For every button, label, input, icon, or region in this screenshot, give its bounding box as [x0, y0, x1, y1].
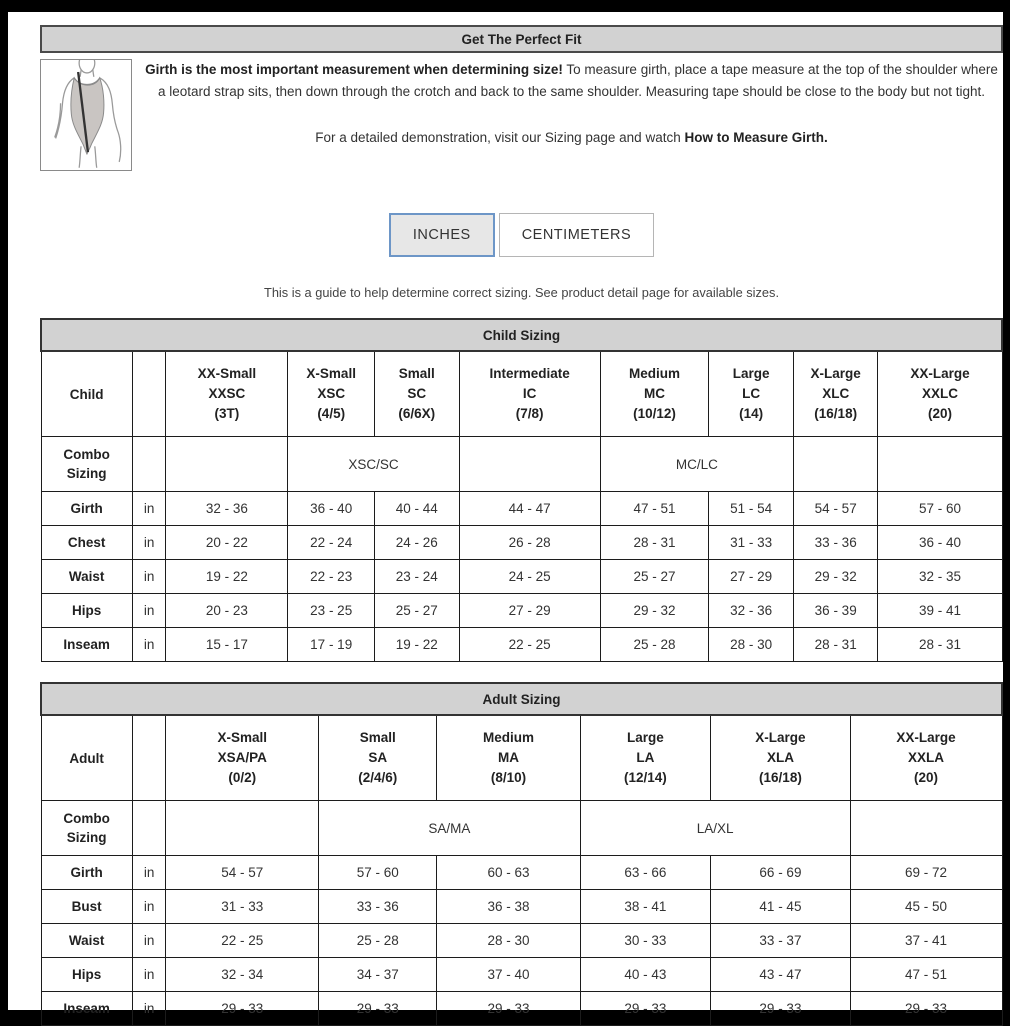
table-cell: 63 - 66 — [580, 856, 711, 890]
table-cell: 28 - 30 — [709, 628, 794, 662]
col-code: XXLC — [921, 386, 958, 401]
table-cell: 20 - 23 — [166, 594, 288, 628]
col-sizes: (10/12) — [633, 406, 676, 421]
col-sizes: (20) — [927, 406, 952, 421]
empty-cell — [132, 437, 166, 492]
table-cell: 22 - 23 — [288, 560, 374, 594]
intro-text — [140, 59, 1003, 171]
table-cell: 43 - 47 — [711, 958, 850, 992]
col-code: IC — [522, 386, 537, 401]
table-cell: 27 - 29 — [709, 560, 794, 594]
col-name: Medium — [629, 366, 681, 381]
table-cell: 36 - 38 — [437, 890, 580, 924]
inches-button[interactable]: INCHES — [389, 213, 495, 257]
table-cell: 20 - 22 — [166, 526, 288, 560]
adult-col-ma — [437, 715, 580, 801]
col-name: Large — [732, 366, 770, 381]
table-cell: 32 - 35 — [878, 560, 1002, 594]
demo-line-text: For a detailed demonstration, visit our Sizing page and watch — [315, 130, 685, 145]
adult-header-row — [41, 715, 1002, 801]
table-cell: 15 - 17 — [166, 628, 288, 662]
adult-bust-row — [41, 890, 1002, 924]
table-cell: 36 - 40 — [288, 492, 374, 526]
row-label: Hips — [41, 594, 132, 628]
table-cell: 32 - 36 — [709, 594, 794, 628]
table-cell: 19 - 22 — [166, 560, 288, 594]
girth-explanation — [144, 59, 999, 103]
col-name: Small — [398, 366, 435, 381]
col-code: XXSC — [208, 386, 246, 401]
table-cell: 19 - 22 — [374, 628, 459, 662]
table-cell: 23 - 24 — [374, 560, 459, 594]
table-cell: 24 - 26 — [374, 526, 459, 560]
row-label: Inseam — [41, 992, 132, 1026]
adult-col-la — [580, 715, 711, 801]
table-cell: 57 - 60 — [319, 856, 437, 890]
empty-cell — [793, 437, 878, 492]
col-name: XX-Large — [896, 730, 956, 745]
table-cell: 40 - 44 — [374, 492, 459, 526]
table-cell: 22 - 25 — [459, 628, 600, 662]
child-sizing-table — [40, 318, 1003, 662]
child-chest-row — [41, 526, 1002, 560]
table-cell: 29 - 33 — [711, 992, 850, 1026]
table-cell: 54 - 57 — [793, 492, 878, 526]
row-label: Girth — [41, 492, 132, 526]
table-cell: 41 - 45 — [711, 890, 850, 924]
table-cell: 30 - 33 — [580, 924, 711, 958]
child-hips-row — [41, 594, 1002, 628]
adult-table-title: Adult Sizing — [41, 683, 1002, 715]
child-col-xxsc — [166, 351, 288, 437]
table-cell: 25 - 27 — [600, 560, 709, 594]
table-cell: 29 - 32 — [793, 560, 878, 594]
table-cell: 36 - 39 — [793, 594, 878, 628]
adult-hips-row — [41, 958, 1002, 992]
col-name: XX-Small — [197, 366, 257, 381]
col-name: Large — [627, 730, 664, 745]
table-cell: 36 - 40 — [878, 526, 1002, 560]
col-code: SC — [407, 386, 427, 401]
table-cell: 69 - 72 — [850, 856, 1002, 890]
table-cell: 38 - 41 — [580, 890, 711, 924]
row-label: Waist — [41, 924, 132, 958]
combo-sizing-label: Combo Sizing — [41, 801, 132, 856]
table-cell: 45 - 50 — [850, 890, 1002, 924]
page — [8, 12, 1003, 1016]
child-table-title-row — [41, 319, 1002, 351]
table-cell: 34 - 37 — [319, 958, 437, 992]
col-name: X-Large — [810, 366, 861, 381]
table-cell: 33 - 36 — [319, 890, 437, 924]
table-cell: 29 - 33 — [319, 992, 437, 1026]
col-sizes: (16/18) — [759, 770, 802, 785]
adult-inseam-row — [41, 992, 1002, 1026]
col-name: X-Small — [306, 366, 356, 381]
child-combo-mc-lc: MC/LC — [600, 437, 793, 492]
child-combo-row — [41, 437, 1002, 492]
child-col-xxlc — [878, 351, 1002, 437]
table-cell: 32 - 34 — [166, 958, 319, 992]
unit-cell: in — [132, 628, 166, 662]
col-code: SA — [368, 750, 388, 765]
girth-explanation-rest: To measure girth, place a tape measure at the top of the shoulder where a leotard strap sits, then down through the crotch and back to the same shoulder. Measuring tape should be close to the body but not tight. — [157, 62, 998, 99]
adult-col-xla — [711, 715, 850, 801]
adult-col-xxla — [850, 715, 1002, 801]
child-waist-row — [41, 560, 1002, 594]
adult-girth-row — [41, 856, 1002, 890]
row-label: Bust — [41, 890, 132, 924]
col-code: MC — [644, 386, 666, 401]
col-code: XLA — [766, 750, 794, 765]
col-sizes: (8/10) — [490, 770, 527, 785]
col-code: XLC — [822, 386, 850, 401]
empty-cell — [459, 437, 600, 492]
table-cell: 39 - 41 — [878, 594, 1002, 628]
empty-cell — [850, 801, 1002, 856]
col-code: LA — [636, 750, 655, 765]
demo-line — [144, 127, 999, 149]
unit-cell: in — [132, 492, 166, 526]
leotard-girth-diagram-icon — [40, 59, 132, 171]
combo-sizing-label: Combo Sizing — [41, 437, 132, 492]
empty-cell — [878, 437, 1002, 492]
row-label: Waist — [41, 560, 132, 594]
table-cell: 57 - 60 — [878, 492, 1002, 526]
unit-cell: in — [132, 594, 166, 628]
table-cell: 32 - 36 — [166, 492, 288, 526]
centimeters-button[interactable]: CENTIMETERS — [499, 213, 654, 257]
table-cell: 37 - 41 — [850, 924, 1002, 958]
col-sizes: (12/14) — [624, 770, 667, 785]
guide-note: This is a guide to help determine correct sizing. See product detail page for available sizes. — [264, 285, 779, 300]
unit-header-cell — [132, 351, 166, 437]
table-cell: 28 - 31 — [793, 628, 878, 662]
adult-corner-label: Adult — [41, 715, 132, 801]
table-cell: 31 - 33 — [166, 890, 319, 924]
adult-sizing-table — [40, 682, 1003, 1026]
table-cell: 44 - 47 — [459, 492, 600, 526]
child-inseam-row — [41, 628, 1002, 662]
row-label: Chest — [41, 526, 132, 560]
adult-table-title-row — [41, 683, 1002, 715]
col-sizes: (7/8) — [515, 406, 544, 421]
table-cell: 26 - 28 — [459, 526, 600, 560]
child-girth-row — [41, 492, 1002, 526]
col-name: Intermediate — [489, 366, 570, 381]
table-cell: 31 - 33 — [709, 526, 794, 560]
table-cell: 29 - 33 — [166, 992, 319, 1026]
adult-combo-sa-ma: SA/MA — [319, 801, 580, 856]
child-combo-xsc-sc: XSC/SC — [288, 437, 459, 492]
col-name: XX-Large — [910, 366, 970, 381]
table-cell: 27 - 29 — [459, 594, 600, 628]
empty-cell — [132, 801, 166, 856]
unit-toggle — [40, 213, 1003, 257]
unit-header-cell — [132, 715, 166, 801]
table-cell: 54 - 57 — [166, 856, 319, 890]
child-col-ic — [459, 351, 600, 437]
col-sizes: (3T) — [214, 406, 240, 421]
unit-cell: in — [132, 560, 166, 594]
table-cell: 47 - 51 — [600, 492, 709, 526]
table-cell: 17 - 19 — [288, 628, 374, 662]
table-cell: 28 - 31 — [878, 628, 1002, 662]
unit-cell: in — [132, 526, 166, 560]
col-sizes: (4/5) — [317, 406, 346, 421]
page-title — [40, 25, 1003, 53]
table-cell: 23 - 25 — [288, 594, 374, 628]
table-cell: 33 - 36 — [793, 526, 878, 560]
table-cell: 22 - 25 — [166, 924, 319, 958]
empty-cell — [166, 437, 288, 492]
table-cell: 51 - 54 — [709, 492, 794, 526]
table-cell: 28 - 30 — [437, 924, 580, 958]
intro-section — [40, 59, 1003, 171]
child-table-title: Child Sizing — [41, 319, 1002, 351]
table-cell: 29 - 33 — [850, 992, 1002, 1026]
unit-cell: in — [132, 992, 166, 1026]
row-label: Girth — [41, 856, 132, 890]
col-name: Medium — [482, 730, 534, 745]
adult-sizing-section — [40, 682, 1003, 1026]
leotard-figure-icon — [41, 60, 129, 168]
table-cell: 28 - 31 — [600, 526, 709, 560]
table-cell: 29 - 33 — [437, 992, 580, 1026]
col-sizes: (2/4/6) — [358, 770, 398, 785]
unit-cell: in — [132, 958, 166, 992]
adult-col-sa — [319, 715, 437, 801]
col-sizes: (6/6X) — [398, 406, 436, 421]
child-corner-label: Child — [41, 351, 132, 437]
unit-cell: in — [132, 890, 166, 924]
table-cell: 29 - 33 — [580, 992, 711, 1026]
col-name: X-Large — [755, 730, 806, 745]
adult-combo-row — [41, 801, 1002, 856]
girth-explanation-bold: Girth is the most important measurement when determining size! — [145, 62, 563, 77]
table-cell: 33 - 37 — [711, 924, 850, 958]
page-title-text: Get The Perfect Fit — [461, 31, 582, 47]
table-cell: 24 - 25 — [459, 560, 600, 594]
table-cell: 40 - 43 — [580, 958, 711, 992]
table-cell: 60 - 63 — [437, 856, 580, 890]
col-sizes: (20) — [914, 770, 939, 785]
col-code: LC — [742, 386, 761, 401]
adult-waist-row — [41, 924, 1002, 958]
col-sizes: (16/18) — [814, 406, 858, 421]
child-col-xlc — [793, 351, 878, 437]
unit-cell: in — [132, 924, 166, 958]
table-cell: 25 - 28 — [319, 924, 437, 958]
col-name: X-Small — [217, 730, 268, 745]
col-sizes: (14) — [739, 406, 764, 421]
col-name: Small — [359, 730, 396, 745]
child-col-sc — [374, 351, 459, 437]
table-cell: 25 - 28 — [600, 628, 709, 662]
empty-cell — [166, 801, 319, 856]
table-cell: 25 - 27 — [374, 594, 459, 628]
col-sizes: (0/2) — [228, 770, 257, 785]
row-label: Hips — [41, 958, 132, 992]
content — [40, 12, 1003, 1026]
row-label: Inseam — [41, 628, 132, 662]
col-code: XXLA — [908, 750, 945, 765]
adult-col-xsa — [166, 715, 319, 801]
col-code: MA — [497, 750, 519, 765]
table-cell: 22 - 24 — [288, 526, 374, 560]
demo-line-bold: How to Measure Girth. — [684, 130, 828, 145]
child-header-row — [41, 351, 1002, 437]
table-cell: 47 - 51 — [850, 958, 1002, 992]
col-code: XSA/PA — [217, 750, 267, 765]
table-cell: 29 - 32 — [600, 594, 709, 628]
col-code: XSC — [317, 386, 346, 401]
adult-combo-la-xl: LA/XL — [580, 801, 850, 856]
child-col-xsc — [288, 351, 374, 437]
table-cell: 66 - 69 — [711, 856, 850, 890]
child-col-mc — [600, 351, 709, 437]
child-sizing-section — [40, 318, 1003, 662]
table-cell: 37 - 40 — [437, 958, 580, 992]
unit-cell: in — [132, 856, 166, 890]
child-col-lc — [709, 351, 794, 437]
